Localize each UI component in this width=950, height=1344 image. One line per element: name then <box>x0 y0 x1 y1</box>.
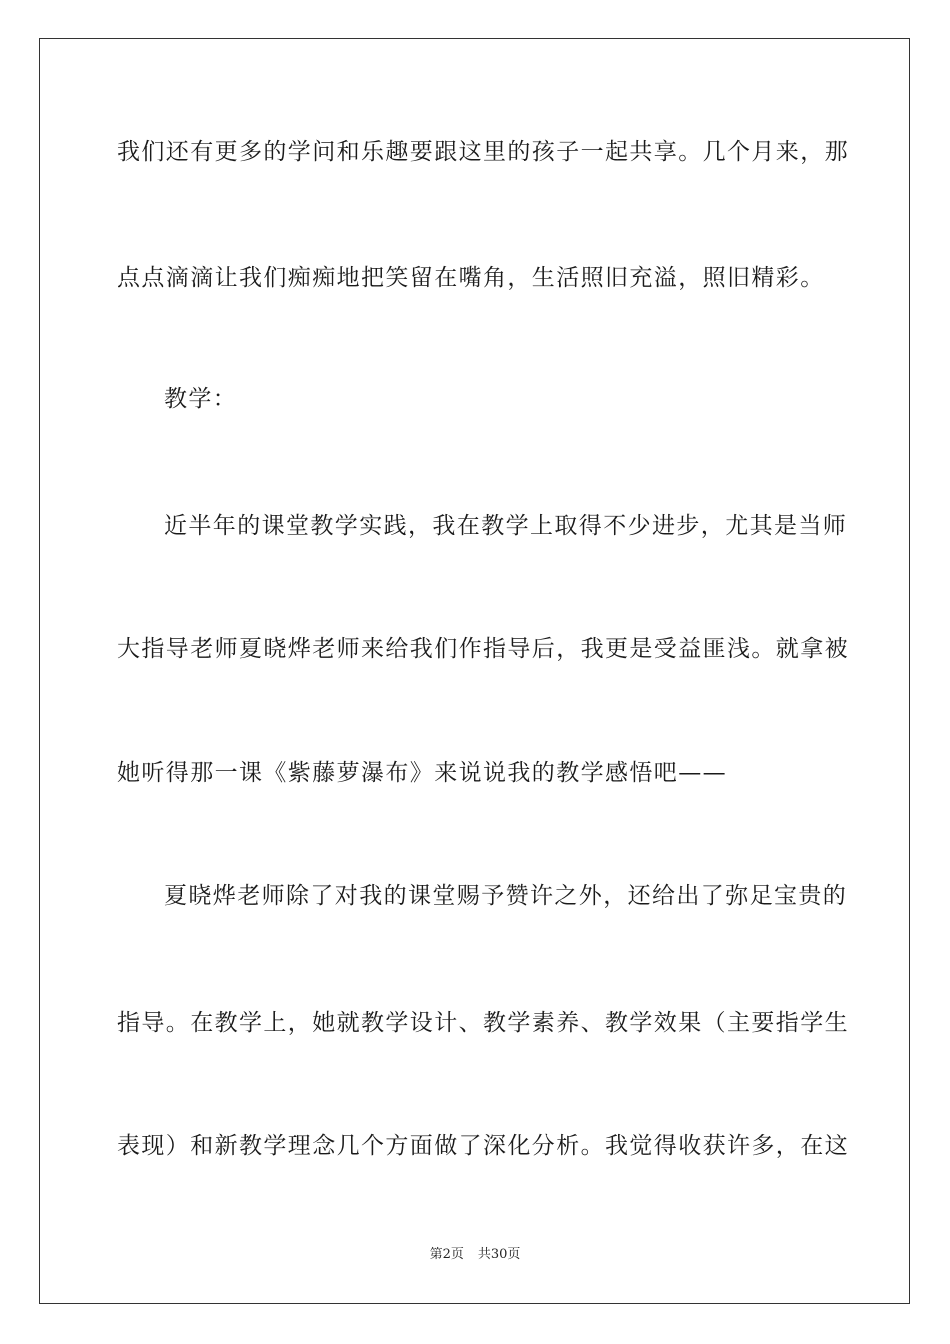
paragraph-line-8: 指导。在教学上，她就教学设计、教学素养、教学效果（主要指学生 <box>117 1010 849 1036</box>
paragraph-line-7: 夏晓烨老师除了对我的课堂赐予赞许之外，还给出了弥足宝贵的 <box>164 883 848 909</box>
paragraph-line-9: 表现）和新教学理念几个方面做了深化分析。我觉得收获许多，在这 <box>117 1133 849 1159</box>
page-number: 第2页 <box>429 1247 464 1262</box>
paragraph-line-5: 大指导老师夏晓烨老师来给我们作指导后，我更是受益匪浅。就拿被 <box>117 636 849 662</box>
paragraph-line-6: 她听得那一课《紫藤萝瀑布》来说说我的教学感悟吧—— <box>117 760 727 786</box>
paragraph-line-1: 我们还有更多的学问和乐趣要跟这里的孩子一起共享。几个月来，那 <box>117 139 849 165</box>
page-total: 共30页 <box>477 1247 521 1262</box>
paragraph-line-2: 点点滴滴让我们痴痴地把笑留在嘴角，生活照旧充溢，照旧精彩。 <box>117 265 825 291</box>
page-border <box>39 38 910 1304</box>
page-footer <box>0 1246 950 1264</box>
section-heading-teaching: 教学： <box>164 386 238 412</box>
paragraph-line-4: 近半年的课堂教学实践，我在教学上取得不少进步，尤其是当师 <box>164 513 848 539</box>
